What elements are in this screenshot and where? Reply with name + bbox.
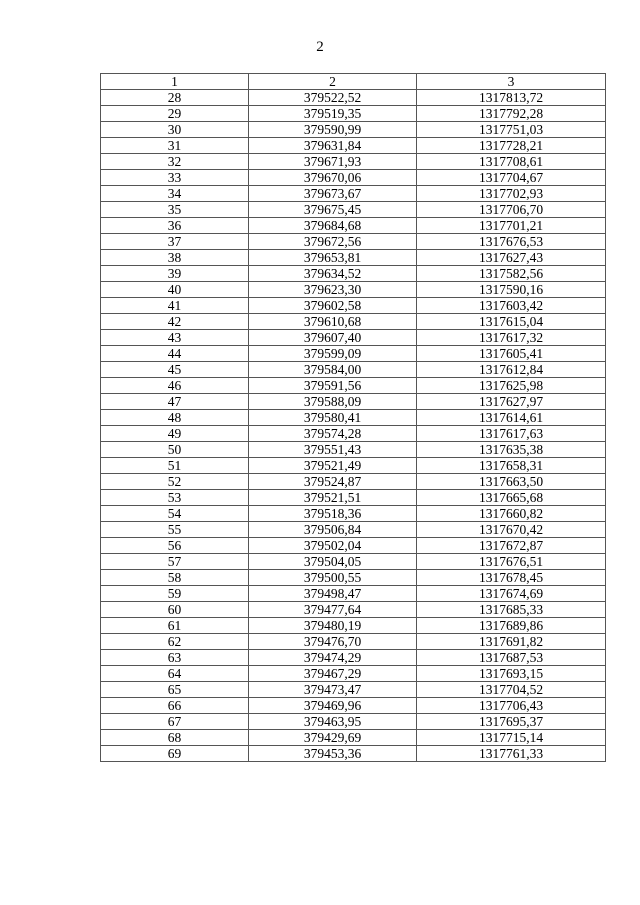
point-number-cell: 63 (101, 650, 249, 666)
table-row (101, 538, 606, 554)
y-coordinate-cell: 1317603,42 (417, 298, 606, 314)
point-number-cell: 54 (101, 506, 249, 522)
x-coordinate-cell: 379469,96 (249, 698, 417, 714)
x-coordinate-cell: 379588,09 (249, 394, 417, 410)
x-coordinate-cell: 379602,58 (249, 298, 417, 314)
table-row (101, 298, 606, 314)
table-row (101, 170, 606, 186)
y-coordinate-cell: 1317627,97 (417, 394, 606, 410)
y-coordinate-cell: 1317660,82 (417, 506, 606, 522)
table-row (101, 682, 606, 698)
point-number-cell: 44 (101, 346, 249, 362)
table-row (101, 186, 606, 202)
table-row (101, 714, 606, 730)
table-row (101, 458, 606, 474)
x-coordinate-cell: 379623,30 (249, 282, 417, 298)
y-coordinate-cell: 1317658,31 (417, 458, 606, 474)
table-row (101, 122, 606, 138)
y-coordinate-cell: 1317674,69 (417, 586, 606, 602)
table-row (101, 522, 606, 538)
y-coordinate-cell: 1317704,52 (417, 682, 606, 698)
point-number-cell: 50 (101, 442, 249, 458)
x-coordinate-cell: 379610,68 (249, 314, 417, 330)
y-coordinate-cell: 1317685,33 (417, 602, 606, 618)
x-coordinate-cell: 379574,28 (249, 426, 417, 442)
point-number-cell: 42 (101, 314, 249, 330)
point-number-cell: 45 (101, 362, 249, 378)
table-row (101, 474, 606, 490)
y-coordinate-cell: 1317813,72 (417, 90, 606, 106)
table-row (101, 634, 606, 650)
table-row (101, 570, 606, 586)
x-coordinate-cell: 379607,40 (249, 330, 417, 346)
page-number: 2 (316, 39, 324, 55)
point-number-cell: 53 (101, 490, 249, 506)
point-number-cell: 34 (101, 186, 249, 202)
column-header-3: 3 (417, 74, 606, 90)
point-number-cell: 32 (101, 154, 249, 170)
y-coordinate-cell: 1317672,87 (417, 538, 606, 554)
x-coordinate-cell: 379480,19 (249, 618, 417, 634)
table-row (101, 90, 606, 106)
x-coordinate-cell: 379684,68 (249, 218, 417, 234)
point-number-cell: 47 (101, 394, 249, 410)
table-row (101, 154, 606, 170)
column-header-1: 1 (101, 74, 249, 90)
point-number-cell: 64 (101, 666, 249, 682)
point-number-cell: 33 (101, 170, 249, 186)
table-row (101, 346, 606, 362)
y-coordinate-cell: 1317612,84 (417, 362, 606, 378)
point-number-cell: 66 (101, 698, 249, 714)
table-row (101, 490, 606, 506)
point-number-cell: 59 (101, 586, 249, 602)
point-number-cell: 51 (101, 458, 249, 474)
point-number-cell: 28 (101, 90, 249, 106)
point-number-cell: 56 (101, 538, 249, 554)
x-coordinate-cell: 379670,06 (249, 170, 417, 186)
point-number-cell: 67 (101, 714, 249, 730)
x-coordinate-cell: 379672,56 (249, 234, 417, 250)
y-coordinate-cell: 1317676,53 (417, 234, 606, 250)
point-number-cell: 35 (101, 202, 249, 218)
table-row (101, 362, 606, 378)
point-number-cell: 37 (101, 234, 249, 250)
x-coordinate-cell: 379673,67 (249, 186, 417, 202)
table-row (101, 218, 606, 234)
y-coordinate-cell: 1317751,03 (417, 122, 606, 138)
x-coordinate-cell: 379671,93 (249, 154, 417, 170)
y-coordinate-cell: 1317678,45 (417, 570, 606, 586)
table-row (101, 506, 606, 522)
y-coordinate-cell: 1317627,43 (417, 250, 606, 266)
x-coordinate-cell: 379502,04 (249, 538, 417, 554)
x-coordinate-cell: 379522,52 (249, 90, 417, 106)
point-number-cell: 52 (101, 474, 249, 490)
y-coordinate-cell: 1317614,61 (417, 410, 606, 426)
x-coordinate-cell: 379477,64 (249, 602, 417, 618)
table-row (101, 442, 606, 458)
y-coordinate-cell: 1317715,14 (417, 730, 606, 746)
x-coordinate-cell: 379524,87 (249, 474, 417, 490)
table-row (101, 106, 606, 122)
point-number-cell: 31 (101, 138, 249, 154)
x-coordinate-cell: 379591,56 (249, 378, 417, 394)
table-row (101, 730, 606, 746)
x-coordinate-cell: 379500,55 (249, 570, 417, 586)
y-coordinate-cell: 1317704,67 (417, 170, 606, 186)
y-coordinate-cell: 1317691,82 (417, 634, 606, 650)
y-coordinate-cell: 1317687,53 (417, 650, 606, 666)
y-coordinate-cell: 1317676,51 (417, 554, 606, 570)
x-coordinate-cell: 379463,95 (249, 714, 417, 730)
x-coordinate-cell: 379518,36 (249, 506, 417, 522)
table-row (101, 410, 606, 426)
point-number-cell: 49 (101, 426, 249, 442)
y-coordinate-cell: 1317625,98 (417, 378, 606, 394)
x-coordinate-cell: 379551,43 (249, 442, 417, 458)
y-coordinate-cell: 1317665,68 (417, 490, 606, 506)
point-number-cell: 41 (101, 298, 249, 314)
y-coordinate-cell: 1317605,41 (417, 346, 606, 362)
point-number-cell: 55 (101, 522, 249, 538)
y-coordinate-cell: 1317693,15 (417, 666, 606, 682)
x-coordinate-cell: 379519,35 (249, 106, 417, 122)
table-row (101, 378, 606, 394)
x-coordinate-cell: 379474,29 (249, 650, 417, 666)
y-coordinate-cell: 1317761,33 (417, 746, 606, 762)
point-number-cell: 48 (101, 410, 249, 426)
table-header (101, 74, 606, 90)
y-coordinate-cell: 1317728,21 (417, 138, 606, 154)
y-coordinate-cell: 1317708,61 (417, 154, 606, 170)
x-coordinate-cell: 379675,45 (249, 202, 417, 218)
x-coordinate-cell: 379467,29 (249, 666, 417, 682)
x-coordinate-cell: 379580,41 (249, 410, 417, 426)
point-number-cell: 60 (101, 602, 249, 618)
column-header-2: 2 (249, 74, 417, 90)
x-coordinate-cell: 379476,70 (249, 634, 417, 650)
y-coordinate-cell: 1317701,21 (417, 218, 606, 234)
y-coordinate-cell: 1317617,63 (417, 426, 606, 442)
y-coordinate-cell: 1317670,42 (417, 522, 606, 538)
table-row (101, 650, 606, 666)
y-coordinate-cell: 1317706,43 (417, 698, 606, 714)
y-coordinate-cell: 1317695,37 (417, 714, 606, 730)
y-coordinate-cell: 1317635,38 (417, 442, 606, 458)
point-number-cell: 61 (101, 618, 249, 634)
point-number-cell: 58 (101, 570, 249, 586)
coordinates-table (100, 73, 606, 762)
x-coordinate-cell: 379453,36 (249, 746, 417, 762)
x-coordinate-cell: 379584,00 (249, 362, 417, 378)
point-number-cell: 62 (101, 634, 249, 650)
table-row (101, 666, 606, 682)
y-coordinate-cell: 1317706,70 (417, 202, 606, 218)
table-row (101, 746, 606, 762)
y-coordinate-cell: 1317617,32 (417, 330, 606, 346)
y-coordinate-cell: 1317590,16 (417, 282, 606, 298)
x-coordinate-cell: 379521,49 (249, 458, 417, 474)
x-coordinate-cell: 379506,84 (249, 522, 417, 538)
point-number-cell: 36 (101, 218, 249, 234)
x-coordinate-cell: 379653,81 (249, 250, 417, 266)
x-coordinate-cell: 379473,47 (249, 682, 417, 698)
x-coordinate-cell: 379631,84 (249, 138, 417, 154)
point-number-cell: 65 (101, 682, 249, 698)
table-row (101, 234, 606, 250)
x-coordinate-cell: 379504,05 (249, 554, 417, 570)
x-coordinate-cell: 379634,52 (249, 266, 417, 282)
x-coordinate-cell: 379590,99 (249, 122, 417, 138)
header-row (101, 74, 606, 90)
point-number-cell: 39 (101, 266, 249, 282)
point-number-cell: 38 (101, 250, 249, 266)
point-number-cell: 43 (101, 330, 249, 346)
x-coordinate-cell: 379498,47 (249, 586, 417, 602)
y-coordinate-cell: 1317792,28 (417, 106, 606, 122)
table-row (101, 602, 606, 618)
table-row (101, 330, 606, 346)
y-coordinate-cell: 1317689,86 (417, 618, 606, 634)
x-coordinate-cell: 379429,69 (249, 730, 417, 746)
y-coordinate-cell: 1317615,04 (417, 314, 606, 330)
x-coordinate-cell: 379521,51 (249, 490, 417, 506)
table-row (101, 554, 606, 570)
y-coordinate-cell: 1317663,50 (417, 474, 606, 490)
point-number-cell: 30 (101, 122, 249, 138)
point-number-cell: 68 (101, 730, 249, 746)
table-row (101, 314, 606, 330)
table-row (101, 250, 606, 266)
y-coordinate-cell: 1317582,56 (417, 266, 606, 282)
table-row (101, 586, 606, 602)
x-coordinate-cell: 379599,09 (249, 346, 417, 362)
point-number-cell: 57 (101, 554, 249, 570)
point-number-cell: 69 (101, 746, 249, 762)
table-row (101, 618, 606, 634)
table-row (101, 698, 606, 714)
table-row (101, 266, 606, 282)
table-row (101, 202, 606, 218)
table-body (101, 90, 606, 762)
table-row (101, 138, 606, 154)
table-row (101, 426, 606, 442)
table-row (101, 394, 606, 410)
point-number-cell: 46 (101, 378, 249, 394)
point-number-cell: 40 (101, 282, 249, 298)
table-row (101, 282, 606, 298)
y-coordinate-cell: 1317702,93 (417, 186, 606, 202)
point-number-cell: 29 (101, 106, 249, 122)
